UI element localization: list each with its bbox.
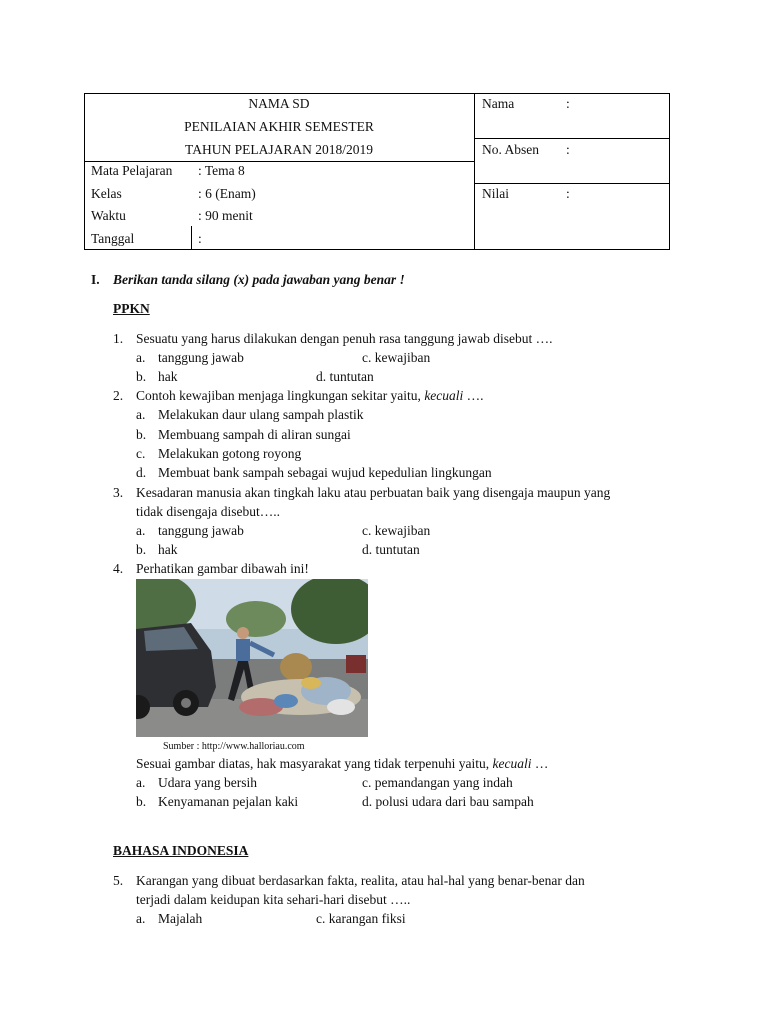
section-instruction: Berikan tanda silang (x) pada jawaban yang benar ! xyxy=(113,272,405,287)
q4-question-emphasis: kecuali xyxy=(492,756,532,771)
header-label-divider xyxy=(191,226,192,250)
academic-year: TAHUN PELAJARAN 2018/2019 xyxy=(185,142,373,157)
q3-option-a-letter: a. xyxy=(136,523,146,538)
q1-option-b: hak xyxy=(158,369,178,384)
q4-option-b: Kenyamanan pejalan kaki xyxy=(158,794,299,809)
photo-caption: Sumber : http://www.halloriau.com xyxy=(163,741,305,752)
absen-colon: : xyxy=(566,142,570,157)
q2-option-c: Melakukan gotong royong xyxy=(158,446,302,461)
q4-option-a-letter: a. xyxy=(136,775,146,790)
q2-option-a: Melakukan daur ulang sampah plastik xyxy=(158,407,364,422)
score-label: Nilai xyxy=(482,186,509,201)
q4-option-c: c. pemandangan yang indah xyxy=(362,775,513,790)
subject-value: : Tema 8 xyxy=(198,163,245,178)
class-label: Kelas xyxy=(91,186,122,201)
header-divider-right-2 xyxy=(474,183,670,184)
q4-number: 4. xyxy=(113,561,124,576)
q3-option-b: hak xyxy=(158,542,178,557)
q2-option-a-letter: a. xyxy=(136,407,146,422)
garbage-photo xyxy=(136,579,368,737)
class-value: : 6 (Enam) xyxy=(198,186,256,201)
q2-option-b: Membuang sampah di aliran sungai xyxy=(158,427,351,442)
q2-text xyxy=(136,388,484,404)
q4-option-b-letter: b. xyxy=(136,794,147,809)
q1-option-d: d. tuntutan xyxy=(316,369,374,384)
q2-text-main: Contoh kewajiban menjaga lingkungan sekitar yaitu, xyxy=(136,388,421,403)
q3-option-d: d. tuntutan xyxy=(362,542,420,557)
subject-label: Mata Pelajaran xyxy=(91,163,173,178)
q2-option-d-letter: d. xyxy=(136,465,147,480)
q1-option-a: tanggung jawab xyxy=(158,350,244,365)
q3-number: 3. xyxy=(113,485,124,500)
q1-option-a-letter: a. xyxy=(136,350,146,365)
q1-option-b-letter: b. xyxy=(136,369,147,384)
ppkn-title: PPKN xyxy=(113,301,150,316)
header-divider-right-1 xyxy=(474,138,670,139)
q2-number: 2. xyxy=(113,388,124,403)
q2-option-b-letter: b. xyxy=(136,427,147,442)
q1-number: 1. xyxy=(113,331,124,346)
q4-option-a: Udara yang bersih xyxy=(158,775,257,790)
q5-option-a: Majalah xyxy=(158,911,203,926)
header-divider-vertical xyxy=(474,93,475,250)
q4-question xyxy=(136,756,548,772)
date-label: Tanggal xyxy=(91,231,135,246)
absen-label: No. Absen xyxy=(482,142,539,157)
q1-option-c: c. kewajiban xyxy=(362,350,431,365)
q5-option-a-letter: a. xyxy=(136,911,146,926)
q5-option-c: c. karangan fiksi xyxy=(316,911,406,926)
school-name: NAMA SD xyxy=(248,96,310,111)
q2-option-d: Membuat bank sampah sebagai wujud kepedulian lingkungan xyxy=(158,465,492,480)
q4-text: Perhatikan gambar dibawah ini! xyxy=(136,561,309,576)
time-value: : 90 menit xyxy=(198,208,253,223)
q2-text-emphasis: kecuali xyxy=(424,388,464,403)
header-divider-left xyxy=(84,161,474,162)
time-label: Waktu xyxy=(91,208,126,223)
bahasa-title: BAHASA INDONESIA xyxy=(113,843,249,858)
q2-option-c-letter: c. xyxy=(136,446,146,461)
q5-text-line2: terjadi dalam keidupan kita sehari-hari disebut ….. xyxy=(136,892,411,907)
q2-text-tail: …. xyxy=(466,388,484,403)
q1-text: Sesuatu yang harus dilakukan dengan penuh rasa tanggung jawab disebut …. xyxy=(136,331,553,346)
section-number: I. xyxy=(91,272,100,287)
q3-option-c: c. kewajiban xyxy=(362,523,431,538)
q4-question-main: Sesuai gambar diatas, hak masyarakat yang tidak terpenuhi yaitu, xyxy=(136,756,490,771)
q5-text-line1: Karangan yang dibuat berdasarkan fakta, realita, atau hal-hal yang benar-benar dan xyxy=(136,873,585,888)
score-colon: : xyxy=(566,186,570,201)
q4-question-tail: … xyxy=(534,756,549,771)
name-colon: : xyxy=(566,96,570,111)
name-label: Nama xyxy=(482,96,515,111)
date-value: : xyxy=(198,231,202,246)
q3-text-line2: tidak disengaja disebut….. xyxy=(136,504,280,519)
q5-number: 5. xyxy=(113,873,124,888)
q3-text-line1: Kesadaran manusia akan tingkah laku atau perbuatan baik yang disengaja maupun yang xyxy=(136,485,611,500)
q3-option-a: tanggung jawab xyxy=(158,523,244,538)
exam-title: PENILAIAN AKHIR SEMESTER xyxy=(184,119,374,134)
q4-option-d: d. polusi udara dari bau sampah xyxy=(362,794,534,809)
q3-option-b-letter: b. xyxy=(136,542,147,557)
